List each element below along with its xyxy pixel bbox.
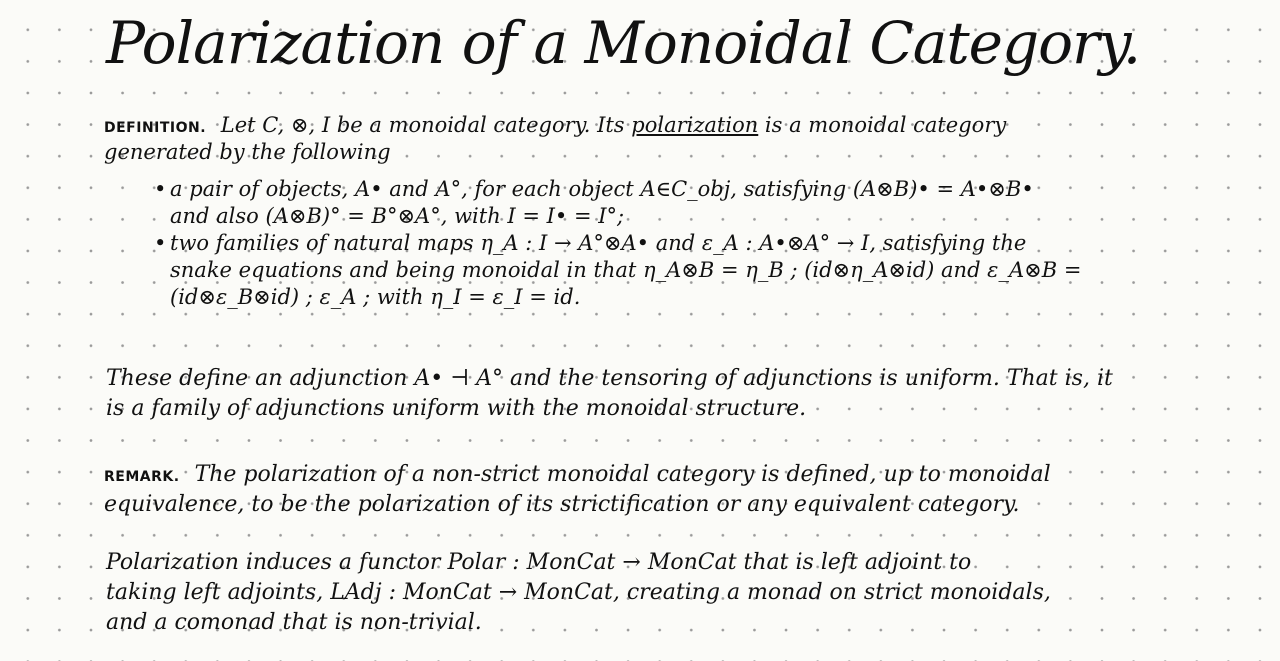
paragraph-line: is a family of adjunctions uniform with the monoidal structure. [106, 396, 807, 421]
bullet-line: two families of natural maps η_A : I → A°⊗A• and ε_A : A•⊗A° → I, satisfying the [170, 231, 1027, 255]
definition-bullet-list [154, 176, 1250, 311]
page-title: Polarization of a Monoidal Category. [106, 9, 1141, 77]
definition-block [104, 112, 1254, 166]
remark-label: REMARK. [104, 469, 180, 485]
definition-label: DEFINITION. [104, 120, 207, 136]
remark-line-2: equivalence, to be the polarization of its strictification or any equivalent category. [104, 492, 1020, 517]
bullet-line: (id⊗ε_B⊗id) ; ε_A ; with η_I = ε_I = id. [170, 285, 581, 309]
bullet-line: snake equations and being monoidal in that η_A⊗B = η_B ; (id⊗η_A⊗id) and ε_A⊗B = [170, 258, 1082, 282]
bullet-line: a pair of objects, A• and A°, for each object A∈C_obj, satisfying (A⊗B)• = A•⊗B• [170, 177, 1034, 201]
paragraph-line: These define an adjunction A• ⊣ A° and the tensoring of adjunctions is uniform. That is, it [106, 366, 1113, 391]
definition-line-2: generated by the following [104, 140, 391, 164]
definition-text-start: Let C, ⊗, I be a monoidal category. Its [220, 113, 632, 137]
remark-line-1 [104, 460, 1254, 490]
remark-block [104, 460, 1254, 520]
definition-line-1 [104, 112, 1254, 139]
definition-text-end: is a monoidal category [758, 113, 1007, 137]
bullet-dot-icon: • [154, 231, 167, 255]
paragraph-line: Polarization induces a functor Polar : MonCat → MonCat that is left adjoint to [106, 550, 972, 575]
polarization-term: polarization [631, 113, 759, 137]
paragraph-line: and a comonad that is non-trivial. [106, 610, 482, 635]
bullet-dot-icon: • [154, 177, 167, 201]
paragraph-line: taking left adjoints, LAdj : MonCat → MonCat, creating a monad on strict monoidals, [106, 580, 1051, 605]
functor-paragraph [106, 548, 1256, 638]
bullet-item-maps [154, 230, 1250, 311]
bullet-line: and also (A⊗B)° = B°⊗A°, with I = I• = I°; [170, 204, 625, 228]
bullet-item-objects [154, 176, 1250, 230]
adjunction-paragraph [106, 364, 1256, 424]
remark-text: The polarization of a non-strict monoidal category is defined, up to monoidal [194, 462, 1051, 487]
